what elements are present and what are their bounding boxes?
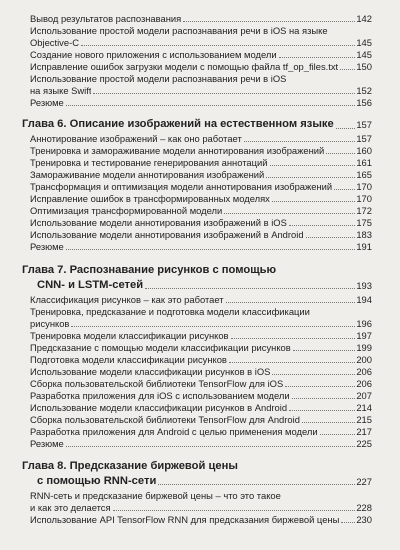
chapter-title: Глава 6. Описание изображений на естественном языке xyxy=(22,118,334,130)
toc-entry-page: 157 xyxy=(356,133,372,144)
toc-entry-text: Разработка приложения для iOS с использованием модели xyxy=(30,390,290,401)
toc-entry-page: 150 xyxy=(356,61,372,72)
leader-dots xyxy=(244,141,356,142)
toc-entry-page: 217 xyxy=(356,426,372,437)
toc-entry-text: Использование модели классификации рисунков в Android xyxy=(30,402,288,413)
toc-entry xyxy=(30,25,372,36)
toc-entry-text: Тренировка и замораживание модели аннотирования изображений xyxy=(30,145,325,156)
leader-dots xyxy=(81,45,355,46)
toc-entry xyxy=(30,294,372,305)
toc-entry-text: и как это делается xyxy=(30,502,111,513)
toc-entry xyxy=(30,169,372,180)
leader-dots xyxy=(336,128,356,129)
toc-entry-page: 225 xyxy=(356,438,372,449)
toc-entry xyxy=(30,181,372,192)
leader-dots xyxy=(289,225,355,226)
leader-dots xyxy=(231,338,356,339)
toc-entry xyxy=(30,318,372,329)
leader-dots xyxy=(229,362,355,363)
toc-entry xyxy=(30,205,372,216)
toc-entry xyxy=(30,217,372,228)
toc-entry xyxy=(30,490,372,501)
leader-dots xyxy=(285,386,355,387)
toc-entry-page: 228 xyxy=(356,502,372,513)
toc-entry xyxy=(30,37,372,48)
toc-entry-text: Использование модели аннотирования изображений в iOS xyxy=(30,217,287,228)
toc-entry-page: 199 xyxy=(356,342,372,353)
toc-entry xyxy=(30,241,372,252)
leader-dots xyxy=(183,21,355,22)
leader-dots xyxy=(334,189,355,190)
leader-dots xyxy=(158,484,355,485)
chapter-title: Глава 7. Распознавание рисунков с помощью xyxy=(22,264,277,276)
toc-entry-page: 156 xyxy=(356,97,372,108)
toc-entry-page: 196 xyxy=(356,318,372,329)
leader-dots xyxy=(293,350,356,351)
toc-entry-text: Тренировка модели классификации рисунков xyxy=(30,330,229,341)
toc-entry xyxy=(30,193,372,204)
toc-entry xyxy=(30,366,372,377)
toc-entry-text: Трансформация и оптимизация модели аннотирования изображений xyxy=(30,181,333,192)
toc-entry-text: Резюме xyxy=(30,97,64,108)
toc-entry xyxy=(30,330,372,341)
chapter-title: Глава 8. Предсказание биржевой цены xyxy=(22,460,238,472)
leader-dots xyxy=(340,69,355,70)
toc-entry-text: Сборка пользовательской библиотеки TensorFlow для Android xyxy=(30,414,300,425)
chapter-page: 193 xyxy=(356,280,372,291)
toc-entry xyxy=(30,502,372,513)
chapter-heading xyxy=(22,118,372,131)
toc-entry xyxy=(30,402,372,413)
toc-entry-page: 230 xyxy=(356,514,372,525)
toc-entry xyxy=(30,13,372,24)
leader-dots xyxy=(306,237,356,238)
leader-dots xyxy=(341,522,355,523)
toc-entry xyxy=(30,354,372,365)
leader-dots xyxy=(272,201,356,202)
toc-entry-text: Использование простой модели распознавания речи в iOS xyxy=(30,73,287,84)
toc-entry-page: 215 xyxy=(356,414,372,425)
leader-dots xyxy=(292,398,356,399)
toc-entry-text: рисунков xyxy=(30,318,70,329)
leader-dots xyxy=(320,434,356,435)
toc-entry-text: Использование модели аннотирования изображений в Android xyxy=(30,229,304,240)
toc-entry-page: 197 xyxy=(356,330,372,341)
leader-dots xyxy=(302,422,355,423)
toc-entry xyxy=(30,514,372,525)
leader-dots xyxy=(266,177,355,178)
toc-entry-text: Использование API TensorFlow RNN для предсказания биржевой цены xyxy=(30,514,340,525)
toc-entry-page: 172 xyxy=(356,205,372,216)
toc-entry-text: Вывод результатов распознавания xyxy=(30,13,182,24)
toc-entry xyxy=(30,49,372,60)
toc-entry-page: 183 xyxy=(356,229,372,240)
toc-entry xyxy=(30,390,372,401)
toc-entry-page: 170 xyxy=(356,193,372,204)
leader-dots xyxy=(66,446,356,447)
toc-entry xyxy=(30,157,372,168)
leader-dots xyxy=(113,510,356,511)
leader-dots xyxy=(66,105,356,106)
chapter-page: 157 xyxy=(356,119,372,130)
toc-entry-page: 170 xyxy=(356,181,372,192)
toc-entry-page: 145 xyxy=(356,49,372,60)
toc-entry-page: 194 xyxy=(356,294,372,305)
toc-entry xyxy=(30,229,372,240)
toc-entry-page: 191 xyxy=(356,241,372,252)
toc-entry-page: 152 xyxy=(356,85,372,96)
toc-entry-text: Тренировка, предсказание и подготовка модели классификации xyxy=(30,306,310,317)
toc-entry-text: Использование модели классификации рисунков в iOS xyxy=(30,366,271,377)
toc-entry xyxy=(30,73,372,84)
toc-entry-text: Создание нового приложения с использованием модели xyxy=(30,49,277,60)
toc-entry xyxy=(30,378,372,389)
toc-entry-page: 214 xyxy=(356,402,372,413)
toc-entry-text: Тренировка и тестирование генерирования аннотаций xyxy=(30,157,268,168)
chapter-heading xyxy=(37,278,372,291)
toc-entry-page: 175 xyxy=(356,217,372,228)
toc-entry-page: 207 xyxy=(356,390,372,401)
toc-entry-page: 161 xyxy=(356,157,372,168)
toc-entry xyxy=(30,414,372,425)
toc-entry-text: Замораживание модели аннотирования изображений xyxy=(30,169,265,180)
toc-entry xyxy=(30,438,372,449)
toc-entry-text: Резюме xyxy=(30,438,64,449)
toc-entry xyxy=(30,97,372,108)
leader-dots xyxy=(224,213,355,214)
leader-dots xyxy=(145,288,355,289)
toc-entry xyxy=(30,306,372,317)
leader-dots xyxy=(270,165,356,166)
leader-dots xyxy=(279,57,356,58)
toc-entry xyxy=(30,85,372,96)
toc-entry-text: на языке Swift xyxy=(30,85,92,96)
leader-dots xyxy=(226,302,356,303)
leader-dots xyxy=(66,249,356,250)
toc-entry-text: Оптимизация трансформированной модели xyxy=(30,205,223,216)
leader-dots xyxy=(71,326,355,327)
toc-entry xyxy=(30,61,372,72)
chapter-heading xyxy=(37,474,372,487)
toc-entry-page: 145 xyxy=(356,37,372,48)
toc-entry-page: 200 xyxy=(356,354,372,365)
leader-dots xyxy=(289,410,355,411)
toc-entry-text: Использование простой модели распознавания речи в iOS на языке xyxy=(30,25,328,36)
toc-entry-page: 160 xyxy=(356,145,372,156)
toc-entry xyxy=(30,145,372,156)
toc-entry-text: Исправление ошибок в трансформированных моделях xyxy=(30,193,270,204)
leader-dots xyxy=(93,93,355,94)
toc-entry-text: Разработка приложения для Android с целью применения модели xyxy=(30,426,318,437)
toc-entry xyxy=(30,426,372,437)
chapter-page: 227 xyxy=(356,476,372,487)
toc-entry-text: Резюме xyxy=(30,241,64,252)
toc-entry-text: Предсказание с помощью модели классификации рисунков xyxy=(30,342,291,353)
toc-entry-text: Исправление ошибок загрузки модели с помощью файла tf_op_files.txt xyxy=(30,61,339,72)
chapter-title: CNN- и LSTM-сетей xyxy=(37,279,144,291)
toc-entry-text: Objective-C xyxy=(30,37,79,48)
toc-entry-page: 142 xyxy=(356,13,372,24)
toc-entry xyxy=(30,133,372,144)
toc-entry xyxy=(30,342,372,353)
toc-entry-text: Подготовка модели классификации рисунков xyxy=(30,354,227,365)
leader-dots xyxy=(272,374,355,375)
toc-entry-page: 206 xyxy=(356,366,372,377)
toc-entry-text: Классификация рисунков – как это работает xyxy=(30,294,224,305)
toc-entry-text: Аннотирование изображений – как оно работает xyxy=(30,133,242,144)
toc-entry-page: 206 xyxy=(356,378,372,389)
toc-entry-text: Сборка пользовательской библиотеки TensorFlow для iOS xyxy=(30,378,284,389)
toc-entry-text: RNN-сеть и предсказание биржевой цены – что это такое xyxy=(30,490,281,501)
chapter-title: с помощью RNN-сети xyxy=(37,475,157,487)
toc-entry-page: 165 xyxy=(356,169,372,180)
leader-dots xyxy=(326,153,355,154)
